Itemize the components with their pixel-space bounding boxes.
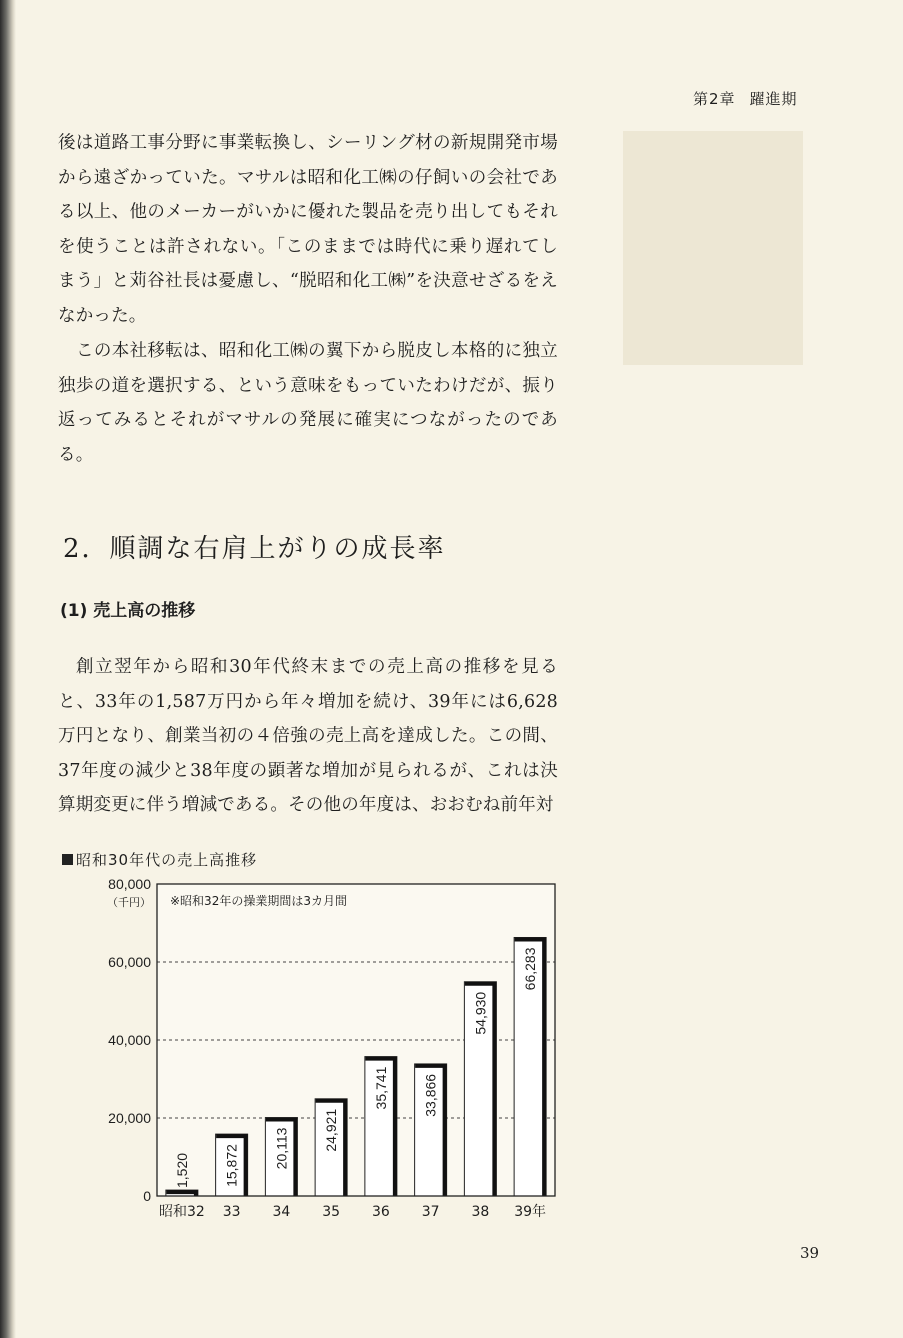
y-tick-label: 80,000 — [108, 876, 151, 892]
chart-note: ※昭和32年の操業期間は3カ月間 — [170, 894, 347, 908]
bar-data-label: 1,520 — [173, 1152, 190, 1188]
bar-data-label: 35,741 — [372, 1066, 389, 1110]
y-tick-label: 0 — [143, 1188, 151, 1204]
chapter-label: 第2章 — [693, 90, 736, 108]
paragraph-2: この本社移転は、昭和化工㈱の翼下から脱皮し本格的に独立独歩の道を選択する、という意味をもっていたわけだが、振り返ってみるとそれがマサルの発展に確実につながったのである。 — [58, 341, 558, 465]
paragraph-3: 創立翌年から昭和30年代終末までの売上高の推移を見ると、33年の1,587万円から年々増加を続け、39年には6,628万円となり、創業当初の４倍強の売上高を達成した。この間、37年度の減少と38年度の顕著な増加が見られるが、これは決算期変更に伴う増減である。その他の年度は、おおむね前年対 — [58, 657, 558, 816]
x-category-label: 33 — [222, 1204, 241, 1220]
x-category-label: 39年 — [514, 1204, 547, 1220]
y-unit-label: （千円） — [107, 896, 151, 909]
y-tick-label: 20,000 — [108, 1110, 151, 1126]
bar-data-label: 66,283 — [522, 947, 539, 991]
bar-data-label: 24,921 — [323, 1108, 340, 1152]
chart-title-text: 昭和30年代の売上高推移 — [76, 851, 258, 869]
running-head — [693, 88, 798, 109]
bar-data-label: 20,113 — [273, 1127, 290, 1170]
section-title: 2．順調な右肩上がりの成長率 — [63, 534, 446, 564]
faded-portrait-photo — [623, 131, 803, 365]
x-category-label: 昭和32 — [158, 1204, 205, 1220]
bar-data-label: 54,930 — [472, 991, 489, 1035]
x-category-label: 35 — [322, 1204, 341, 1220]
y-tick-label: 40,000 — [108, 1032, 151, 1048]
chapter-title: 躍進期 — [749, 90, 798, 108]
bar-data-label: 15,872 — [223, 1144, 240, 1187]
page-number: 39 — [800, 1244, 820, 1262]
x-category-label: 38 — [471, 1204, 490, 1220]
x-category-label: 36 — [371, 1204, 390, 1220]
sales-bar-chart — [0, 860, 903, 1230]
x-category-label: 34 — [272, 1204, 291, 1220]
bar-data-label: 33,866 — [422, 1073, 439, 1117]
paragraph-1: 後は道路工事分野に事業転換し、シーリング材の新規開発市場から遠ざかっていた。マサルは昭和化工㈱の仔飼いの会社である以上、他のメーカーがいかに優れた製品を売り出してもそれを使うことは許されない。「このままでは時代に乗り遅れてしまう」と苅谷社長は憂慮し、“脱昭和化工㈱”を決意せざるをえなかった。 — [58, 133, 558, 326]
x-category-label: 37 — [421, 1204, 440, 1220]
subsection-title: (1) 売上高の推移 — [60, 601, 196, 621]
y-tick-label: 60,000 — [108, 954, 151, 970]
